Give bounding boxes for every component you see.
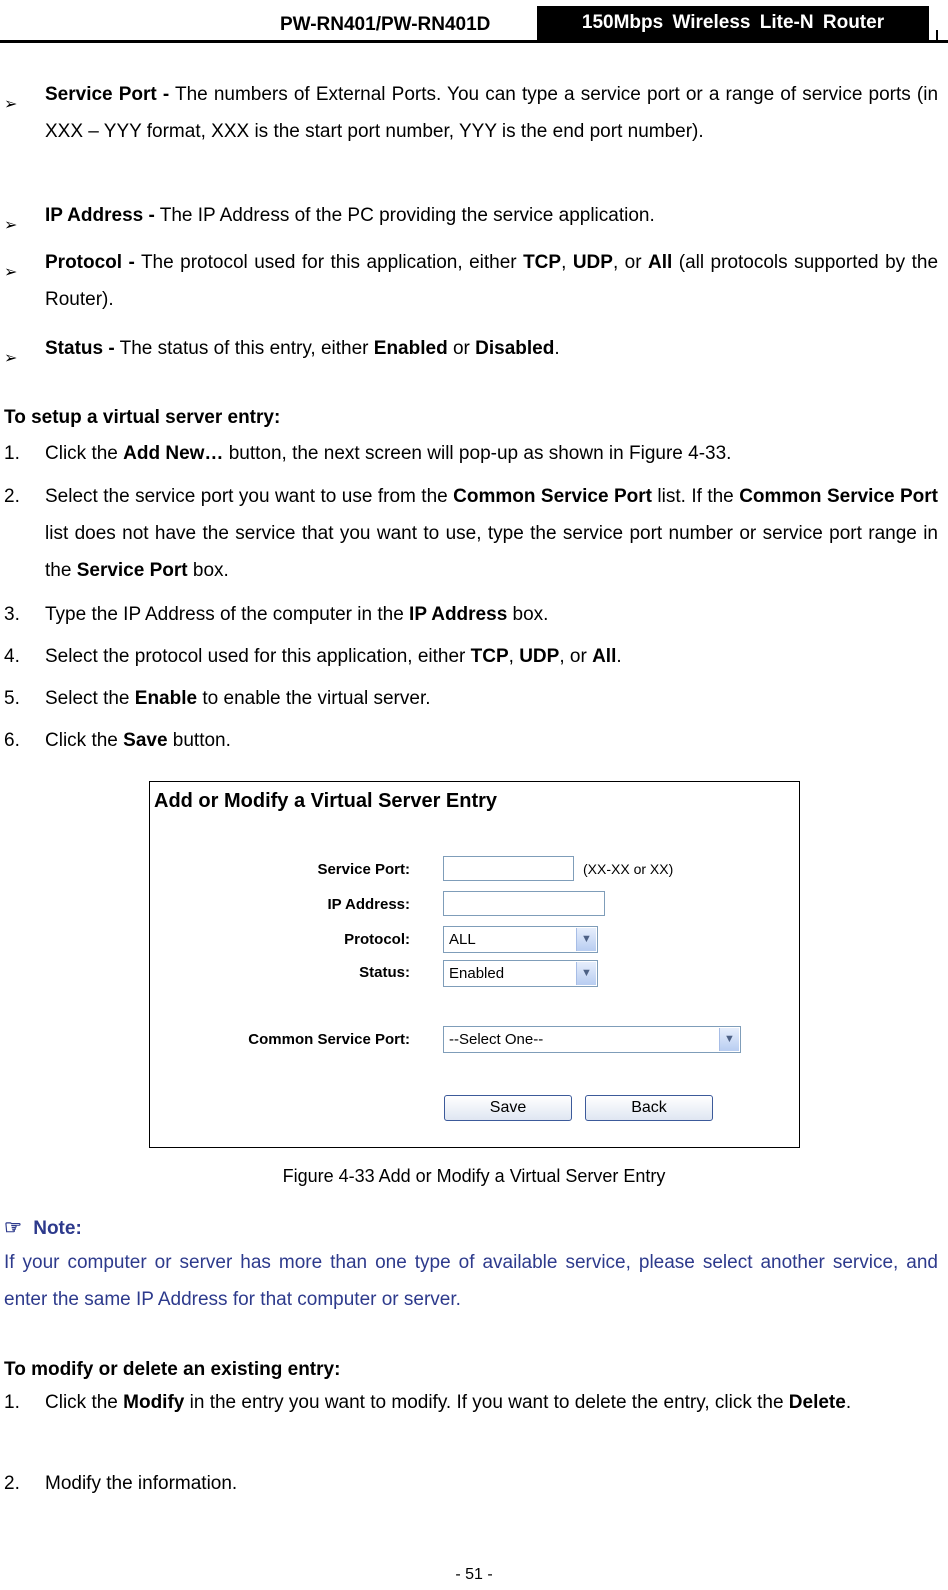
bullet-status — [45, 330, 938, 367]
emphasis: UDP — [572, 252, 613, 273]
common-service-port-value: --Select One-- — [449, 1031, 544, 1048]
text-run: Modify the information. — [45, 1473, 238, 1494]
text-run: button, the next screen will pop-up as shown in Figure 4-33. — [223, 443, 732, 464]
bullet-arrow-icon: ➢ — [4, 96, 18, 113]
text-run: Click the — [45, 1392, 124, 1413]
note-heading-text: Note: — [33, 1218, 82, 1239]
protocol-label: Protocol: — [344, 931, 410, 948]
figure-caption: Figure 4-33 Add or Modify a Virtual Server Entry — [282, 1166, 666, 1186]
emphasis: Common Service Port — [739, 486, 938, 507]
emphasis: Delete — [788, 1392, 846, 1413]
bullet-arrow-icon: ➢ — [4, 350, 18, 367]
text-run: or — [447, 338, 476, 359]
text-run: . — [616, 646, 622, 667]
emphasis: Service Port — [76, 560, 188, 581]
chevron-down-icon[interactable]: ▼ — [576, 928, 596, 951]
pointing-hand-icon: ☞ — [4, 1217, 22, 1239]
bullet-ip-address — [45, 197, 938, 234]
text-run: . — [845, 1392, 852, 1413]
text-run: Type the IP Address of the computer in the — [45, 604, 410, 625]
text-run: , — [561, 252, 573, 273]
common-service-port-label: Common Service Port: — [248, 1031, 410, 1048]
text-run: box. — [507, 604, 549, 625]
emphasis: TCP — [470, 646, 509, 667]
bullet-arrow-icon: ➢ — [4, 217, 18, 234]
step-number: 2. — [4, 486, 20, 507]
text-run: Click the — [45, 443, 124, 464]
bullet-label: IP Address - — [45, 205, 155, 226]
text-run: box. — [187, 560, 229, 581]
text-run: The status of this entry, either — [114, 338, 374, 359]
emphasis: Disabled — [475, 338, 555, 359]
modify-step-2 — [45, 1465, 938, 1502]
text-run: The protocol used for this application, either — [134, 252, 524, 273]
modify-step-1 — [45, 1384, 938, 1421]
emphasis: All — [648, 252, 673, 273]
status-label: Status: — [359, 964, 410, 981]
text-run: list. If the — [651, 486, 740, 507]
common-service-port-select[interactable] — [443, 1026, 741, 1053]
text-run: Select the protocol used for this application, either — [45, 646, 471, 667]
bullet-service-port — [45, 76, 938, 150]
bullet-text: The IP Address of the PC providing the service application. — [154, 205, 655, 226]
chevron-down-icon[interactable]: ▼ — [576, 962, 596, 985]
text-run: , or — [612, 252, 649, 273]
header-tick — [936, 30, 938, 42]
text-run: button. — [167, 730, 231, 751]
emphasis: Enable — [134, 688, 198, 709]
back-button[interactable]: Back — [585, 1095, 713, 1121]
setup-step-3 — [45, 596, 938, 633]
text-run: , — [508, 646, 520, 667]
emphasis: All — [592, 646, 617, 667]
emphasis: Enabled — [373, 338, 448, 359]
status-value: Enabled — [449, 965, 505, 982]
bullet-arrow-icon: ➢ — [4, 264, 18, 281]
setup-step-2 — [45, 478, 938, 589]
emphasis: Common Service Port — [453, 486, 652, 507]
note-heading — [4, 1215, 82, 1240]
virtual-server-form-figure — [149, 781, 800, 1148]
service-port-input[interactable] — [443, 856, 574, 881]
setup-step-6 — [45, 722, 938, 759]
setup-step-1 — [45, 435, 938, 472]
emphasis: UDP — [519, 646, 560, 667]
status-select[interactable] — [443, 960, 598, 987]
ip-address-input[interactable] — [443, 891, 605, 916]
bullet-protocol — [45, 244, 938, 318]
step-number: 4. — [4, 646, 20, 667]
bullet-text: The numbers of External Ports. You can type a service port or a range of service ports (in XXX – YYY format, XXX is the start port number, YYY is the end port number). — [45, 84, 939, 142]
step-number: 2. — [4, 1473, 20, 1494]
form-title: Add or Modify a Virtual Server Entry — [154, 790, 498, 812]
text-run: , or — [559, 646, 593, 667]
text-run: Click the — [45, 730, 124, 751]
step-number: 3. — [4, 604, 20, 625]
emphasis: IP Address — [409, 604, 508, 625]
save-button[interactable]: Save — [444, 1095, 572, 1121]
service-port-label: Service Port: — [317, 861, 410, 878]
emphasis: TCP — [523, 252, 562, 273]
modify-heading: To modify or delete an existing entry: — [4, 1359, 341, 1380]
setup-step-4 — [45, 638, 938, 675]
protocol-value: ALL — [449, 931, 476, 948]
text-run: Select the service port you want to use from the — [45, 486, 454, 507]
text-run: Select the — [45, 688, 135, 709]
product-title: 150Mbps Wireless Lite-N Router — [537, 6, 929, 40]
step-number: 1. — [4, 443, 20, 464]
bullet-label: Service Port - — [45, 84, 170, 105]
text-run: . — [554, 338, 560, 359]
text-run: (all protocols supported by the Router). — [45, 252, 939, 310]
bullet-label: Protocol - — [45, 252, 135, 273]
chevron-down-icon[interactable]: ▼ — [719, 1028, 739, 1051]
emphasis: Add New… — [123, 443, 224, 464]
bullet-label: Status - — [45, 338, 115, 359]
ip-address-label: IP Address: — [327, 896, 410, 913]
step-number: 6. — [4, 730, 20, 751]
page-header — [0, 0, 948, 44]
page-number: - 51 - — [455, 1566, 493, 1583]
note-text: If your computer or server has more than one type of available service, please select another service, and enter the same IP Address for that computer or server. — [4, 1252, 938, 1310]
step-number: 5. — [4, 688, 20, 709]
setup-step-5 — [45, 680, 938, 717]
model-name: PW-RN401/PW-RN401D — [280, 14, 491, 35]
emphasis: Modify — [123, 1392, 185, 1413]
step-number: 1. — [4, 1392, 20, 1413]
text-run: in the entry you want to modify. If you want to delete the entry, click the — [184, 1392, 789, 1413]
text-run: to enable the virtual server. — [197, 688, 431, 709]
setup-heading: To setup a virtual server entry: — [4, 407, 281, 428]
header-rule — [0, 40, 948, 43]
text-run: list does not have the service that you want to use, type the service port number or service port range in the — [45, 523, 938, 581]
service-port-hint: (XX-XX or XX) — [583, 861, 674, 877]
emphasis: Save — [123, 730, 168, 751]
protocol-select[interactable] — [443, 926, 598, 953]
